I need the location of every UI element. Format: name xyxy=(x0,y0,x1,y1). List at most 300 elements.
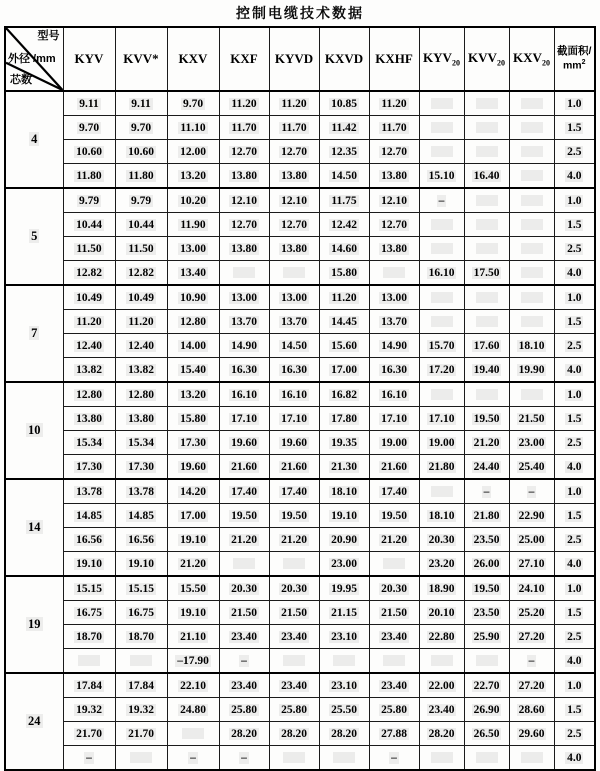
diameter-value-cell xyxy=(464,746,509,771)
diameter-value-cell: 29.60 xyxy=(509,722,554,746)
table-row xyxy=(5,479,595,504)
diameter-value-cell: 22.80 xyxy=(419,625,464,649)
table-row xyxy=(5,504,595,528)
diameter-value-cell: 17.00 xyxy=(319,358,369,383)
diameter-value-cell xyxy=(319,746,369,771)
diameter-value-cell: 16.10 xyxy=(219,382,269,407)
diameter-value-cell: 10.90 xyxy=(167,285,219,310)
table-row xyxy=(5,310,595,334)
table-row xyxy=(5,382,595,407)
diameter-value-cell: – xyxy=(369,746,419,771)
diameter-value-cell: 15.34 xyxy=(115,431,167,455)
column-header-kxf: KXF xyxy=(219,27,269,91)
diameter-value-cell: 12.40 xyxy=(63,334,115,358)
diameter-value-cell: 13.70 xyxy=(219,310,269,334)
column-header-kxvd: KXVD xyxy=(319,27,369,91)
diameter-value-cell: 18.70 xyxy=(115,625,167,649)
empty-cell-mark xyxy=(333,655,355,666)
diameter-value-cell: 19.00 xyxy=(419,431,464,455)
diameter-value-cell: 10.49 xyxy=(63,285,115,310)
diameter-value-cell: 20.30 xyxy=(369,576,419,601)
empty-cell-mark xyxy=(383,267,405,278)
cross-section-cell: 1.0 xyxy=(554,479,595,504)
cross-section-cell: 1.0 xyxy=(554,285,595,310)
empty-cell-mark xyxy=(182,728,204,739)
cross-section-cell: 1.0 xyxy=(554,673,595,698)
diameter-value-cell xyxy=(464,188,509,213)
diameter-value-cell: 23.40 xyxy=(269,673,319,698)
column-header-cross-section: 截面积/ $mm^2$ xyxy=(554,27,595,91)
empty-cell-mark xyxy=(333,752,355,763)
diameter-value-cell: 12.40 xyxy=(115,334,167,358)
diameter-value-cell: 11.70 xyxy=(269,116,319,140)
core-count-cell: 10 xyxy=(5,382,63,479)
cross-section-cell: 1.0 xyxy=(554,576,595,601)
core-count-cell: 24 xyxy=(5,673,63,770)
diameter-value-cell: 10.49 xyxy=(115,285,167,310)
table-row xyxy=(5,164,595,189)
diameter-value-cell: – xyxy=(167,746,219,771)
diameter-value-cell: 11.50 xyxy=(115,237,167,261)
empty-cell-mark xyxy=(476,292,498,303)
diameter-value-cell: 14.50 xyxy=(319,164,369,189)
diameter-value-cell: 19.50 xyxy=(464,576,509,601)
diameter-value-cell: 12.70 xyxy=(369,140,419,164)
diameter-value-cell: 12.10 xyxy=(369,188,419,213)
diameter-value-cell xyxy=(269,746,319,771)
diameter-value-cell xyxy=(509,164,554,189)
core-count-cell: 19 xyxy=(5,576,63,673)
diameter-value-cell xyxy=(509,746,554,771)
diameter-value-cell: 15.80 xyxy=(167,407,219,431)
cross-section-cell: 4.0 xyxy=(554,552,595,577)
diameter-value-cell xyxy=(464,649,509,674)
diameter-value-cell xyxy=(419,382,464,407)
empty-cell-mark xyxy=(476,219,498,230)
empty-cell-mark xyxy=(521,243,543,254)
diameter-value-cell: 21.80 xyxy=(464,504,509,528)
diameter-value-cell: 14.20 xyxy=(167,479,219,504)
cross-section-cell: 1.5 xyxy=(554,407,595,431)
cross-section-cell: 1.5 xyxy=(554,116,595,140)
empty-cell-mark xyxy=(233,267,255,278)
diameter-value-cell: 24.40 xyxy=(464,455,509,480)
diameter-value-cell: 12.80 xyxy=(167,310,219,334)
empty-cell-mark xyxy=(431,122,453,133)
cable-data-table xyxy=(4,26,596,771)
diameter-value-cell xyxy=(509,116,554,140)
diameter-value-cell: 14.50 xyxy=(269,334,319,358)
diameter-value-cell: 15.15 xyxy=(63,576,115,601)
empty-cell-mark xyxy=(431,98,453,109)
diameter-value-cell: 16.10 xyxy=(369,382,419,407)
cross-section-cell: 2.5 xyxy=(554,237,595,261)
diameter-value-cell: 13.80 xyxy=(369,237,419,261)
corner-header-cell xyxy=(5,27,63,91)
diameter-value-cell: 11.75 xyxy=(319,188,369,213)
diameter-value-cell: 13.00 xyxy=(219,285,269,310)
diameter-value-cell: 21.20 xyxy=(219,528,269,552)
diameter-value-cell: 21.60 xyxy=(269,455,319,480)
diameter-value-cell: 11.20 xyxy=(63,310,115,334)
diameter-value-cell: 15.50 xyxy=(167,576,219,601)
cross-section-cell: 2.5 xyxy=(554,334,595,358)
cross-section-cell: 1.0 xyxy=(554,188,595,213)
diameter-value-cell: 21.80 xyxy=(419,455,464,480)
diameter-value-cell: 19.10 xyxy=(167,528,219,552)
diameter-value-cell: 20.30 xyxy=(419,528,464,552)
column-header-kxv20: $KXV_{20}$ xyxy=(509,27,554,91)
diameter-value-cell: – xyxy=(509,649,554,674)
diameter-value-cell: 23.40 xyxy=(369,625,419,649)
diameter-value-cell: 24.10 xyxy=(509,576,554,601)
empty-cell-mark xyxy=(521,267,543,278)
diameter-value-cell: 12.70 xyxy=(369,213,419,237)
diameter-value-cell: 19.50 xyxy=(219,504,269,528)
diameter-value-cell xyxy=(419,140,464,164)
cross-section-cell: 1.5 xyxy=(554,601,595,625)
empty-cell-mark xyxy=(476,146,498,157)
empty-cell-mark xyxy=(283,655,305,666)
diameter-value-cell xyxy=(464,213,509,237)
diameter-value-cell: 17.60 xyxy=(464,334,509,358)
diameter-value-cell xyxy=(509,237,554,261)
diameter-value-cell: 16.56 xyxy=(115,528,167,552)
diameter-value-cell: 17.40 xyxy=(369,479,419,504)
diameter-value-cell: 18.90 xyxy=(419,576,464,601)
diameter-value-cell xyxy=(419,479,464,504)
table-row xyxy=(5,358,595,383)
diameter-value-cell: 15.60 xyxy=(319,334,369,358)
diameter-value-cell: 23.50 xyxy=(464,601,509,625)
diameter-value-cell: 11.20 xyxy=(219,91,269,116)
cross-section-cell: 1.0 xyxy=(554,382,595,407)
empty-cell-mark xyxy=(521,316,543,327)
diameter-value-cell: 13.20 xyxy=(167,382,219,407)
diameter-value-cell: 28.20 xyxy=(219,722,269,746)
diameter-value-cell xyxy=(319,649,369,674)
diameter-value-cell xyxy=(509,188,554,213)
diameter-value-cell xyxy=(509,140,554,164)
diameter-value-cell: 23.40 xyxy=(369,673,419,698)
diameter-value-cell: 27.20 xyxy=(509,673,554,698)
empty-cell-mark xyxy=(431,752,453,763)
diameter-value-cell: 12.10 xyxy=(269,188,319,213)
diameter-value-cell: 12.70 xyxy=(219,213,269,237)
diameter-value-cell: 12.82 xyxy=(63,261,115,286)
diameter-value-cell: 15.70 xyxy=(419,334,464,358)
diameter-value-cell: 13.80 xyxy=(63,407,115,431)
diameter-value-cell: 21.10 xyxy=(167,625,219,649)
diameter-value-cell: 14.85 xyxy=(63,504,115,528)
table-row xyxy=(5,407,595,431)
table-row xyxy=(5,285,595,310)
diameter-value-cell: 22.90 xyxy=(509,504,554,528)
table-row xyxy=(5,140,595,164)
diameter-value-cell: 15.40 xyxy=(167,358,219,383)
diameter-value-cell xyxy=(369,649,419,674)
diameter-value-cell: 9.70 xyxy=(115,116,167,140)
diameter-value-cell: 21.15 xyxy=(319,601,369,625)
diameter-value-cell xyxy=(115,649,167,674)
table-row xyxy=(5,673,595,698)
diameter-value-cell: 13.80 xyxy=(219,164,269,189)
empty-cell-mark xyxy=(431,316,453,327)
diameter-value-cell xyxy=(509,261,554,286)
diameter-value-cell: 26.90 xyxy=(464,698,509,722)
diameter-value-cell: 11.80 xyxy=(115,164,167,189)
diameter-value-cell: 11.70 xyxy=(219,116,269,140)
diameter-value-cell: 24.80 xyxy=(167,698,219,722)
diameter-value-cell: 18.70 xyxy=(63,625,115,649)
diameter-value-cell: 21.20 xyxy=(269,528,319,552)
diameter-value-cell: 10.44 xyxy=(63,213,115,237)
diameter-value-cell: 28.20 xyxy=(419,722,464,746)
diameter-value-cell xyxy=(369,261,419,286)
diameter-value-cell: 19.32 xyxy=(115,698,167,722)
diameter-value-cell xyxy=(419,91,464,116)
diameter-value-cell: 23.00 xyxy=(509,431,554,455)
diameter-value-cell: 11.20 xyxy=(269,91,319,116)
cross-section-cell: 4.0 xyxy=(554,261,595,286)
diameter-value-cell: 12.70 xyxy=(269,213,319,237)
diameter-value-cell: 13.82 xyxy=(63,358,115,383)
table-row xyxy=(5,237,595,261)
empty-cell-mark xyxy=(383,558,405,569)
diameter-value-cell: 26.00 xyxy=(464,552,509,577)
diameter-value-cell: 28.20 xyxy=(319,722,369,746)
diameter-value-cell: 13.80 xyxy=(115,407,167,431)
empty-cell-mark xyxy=(283,752,305,763)
empty-cell-mark xyxy=(130,752,152,763)
diameter-value-cell: 25.80 xyxy=(369,698,419,722)
cross-section-cell: 4.0 xyxy=(554,164,595,189)
column-header-kxv: KXV xyxy=(167,27,219,91)
core-count-cell: 4 xyxy=(5,91,63,188)
diameter-value-cell: 9.79 xyxy=(115,188,167,213)
diameter-value-cell: 11.20 xyxy=(115,310,167,334)
diameter-value-cell: 10.44 xyxy=(115,213,167,237)
empty-cell-mark xyxy=(283,558,305,569)
diameter-value-cell: 19.32 xyxy=(63,698,115,722)
diameter-value-cell: 17.84 xyxy=(115,673,167,698)
cross-section-cell: 4.0 xyxy=(554,746,595,771)
diameter-value-cell: 26.50 xyxy=(464,722,509,746)
diameter-value-cell: 20.30 xyxy=(269,576,319,601)
diameter-value-cell xyxy=(419,746,464,771)
column-header-kyv: KYV xyxy=(63,27,115,91)
diameter-value-cell: 15.15 xyxy=(115,576,167,601)
diameter-value-cell: 25.90 xyxy=(464,625,509,649)
diameter-value-cell: 19.90 xyxy=(509,358,554,383)
diameter-value-cell: 11.70 xyxy=(369,116,419,140)
diameter-value-cell: 19.60 xyxy=(269,431,319,455)
diameter-value-cell: 13.78 xyxy=(63,479,115,504)
table-row xyxy=(5,261,595,286)
diameter-value-cell: 16.56 xyxy=(63,528,115,552)
diameter-value-cell: 13.70 xyxy=(369,310,419,334)
diameter-value-cell: 13.70 xyxy=(269,310,319,334)
diameter-value-cell: 11.50 xyxy=(63,237,115,261)
diameter-value-cell: 12.35 xyxy=(319,140,369,164)
empty-cell-mark xyxy=(383,655,405,666)
diameter-value-cell: 19.60 xyxy=(167,455,219,480)
diameter-value-cell: 28.60 xyxy=(509,698,554,722)
diameter-value-cell: 23.40 xyxy=(219,673,269,698)
table-row xyxy=(5,213,595,237)
diameter-value-cell xyxy=(464,237,509,261)
diameter-value-cell: 12.70 xyxy=(219,140,269,164)
diameter-value-cell: 11.10 xyxy=(167,116,219,140)
table-row xyxy=(5,552,595,577)
diameter-value-cell: 17.10 xyxy=(419,407,464,431)
diameter-value-cell: 22.10 xyxy=(167,673,219,698)
diameter-value-cell: 17.30 xyxy=(115,455,167,480)
table-row xyxy=(5,528,595,552)
diameter-value-cell: 16.82 xyxy=(319,382,369,407)
diameter-value-cell: 11.20 xyxy=(319,285,369,310)
diameter-value-cell: 10.20 xyxy=(167,188,219,213)
diameter-value-cell xyxy=(464,285,509,310)
table-row xyxy=(5,649,595,674)
empty-cell-mark xyxy=(476,316,498,327)
empty-cell-mark xyxy=(78,655,100,666)
column-header-kyvd: KYVD xyxy=(269,27,319,91)
diameter-value-cell: 11.42 xyxy=(319,116,369,140)
diameter-value-cell: 12.42 xyxy=(319,213,369,237)
empty-cell-mark xyxy=(521,752,543,763)
diameter-value-cell: 19.95 xyxy=(319,576,369,601)
diameter-value-cell: 17.80 xyxy=(319,407,369,431)
empty-cell-mark xyxy=(431,243,453,254)
diameter-value-cell: 23.50 xyxy=(464,528,509,552)
diameter-value-cell: 21.20 xyxy=(167,552,219,577)
page-title: 控制电缆技术数据 xyxy=(236,5,364,21)
diameter-value-cell: 17.40 xyxy=(269,479,319,504)
diameter-value-cell: 27.10 xyxy=(509,552,554,577)
empty-cell-mark xyxy=(521,170,543,181)
diameter-value-cell: 17.30 xyxy=(63,455,115,480)
diameter-value-cell: 17.10 xyxy=(219,407,269,431)
empty-cell-mark xyxy=(431,219,453,230)
diameter-value-cell: 19.40 xyxy=(464,358,509,383)
diameter-value-cell: 19.00 xyxy=(369,431,419,455)
diameter-value-cell: 12.80 xyxy=(115,382,167,407)
diameter-value-cell: 9.70 xyxy=(167,91,219,116)
diameter-value-cell: 14.90 xyxy=(369,334,419,358)
diameter-value-cell xyxy=(115,746,167,771)
diameter-value-cell: 17.40 xyxy=(219,479,269,504)
diameter-value-cell: 13.80 xyxy=(369,164,419,189)
diameter-value-cell: 14.60 xyxy=(319,237,369,261)
cross-section-cell: 4.0 xyxy=(554,358,595,383)
empty-cell-mark xyxy=(476,655,498,666)
diameter-value-cell: 15.34 xyxy=(63,431,115,455)
diameter-value-cell: 15.80 xyxy=(319,261,369,286)
diameter-value-cell xyxy=(464,91,509,116)
diameter-value-cell xyxy=(464,310,509,334)
diameter-value-cell: 19.60 xyxy=(219,431,269,455)
column-header-kyv20: $KYV_{20}$ xyxy=(419,27,464,91)
diameter-value-cell: 18.10 xyxy=(419,504,464,528)
diameter-value-cell: 21.70 xyxy=(63,722,115,746)
empty-cell-mark xyxy=(431,146,453,157)
diameter-value-cell: 16.10 xyxy=(269,382,319,407)
diameter-value-cell: 21.60 xyxy=(219,455,269,480)
empty-cell-mark xyxy=(130,655,152,666)
diameter-value-cell: 11.80 xyxy=(63,164,115,189)
diameter-value-cell: 10.85 xyxy=(319,91,369,116)
diameter-value-cell: 19.10 xyxy=(167,601,219,625)
diameter-value-cell xyxy=(509,91,554,116)
diameter-value-cell xyxy=(269,552,319,577)
diameter-value-cell: – xyxy=(63,746,115,771)
diameter-value-cell: 13.80 xyxy=(269,237,319,261)
table-row xyxy=(5,188,595,213)
diameter-value-cell: 9.11 xyxy=(63,91,115,116)
empty-cell-mark xyxy=(521,146,543,157)
column-header-kvv: KVV* xyxy=(115,27,167,91)
diameter-value-cell: 17.50 xyxy=(464,261,509,286)
diameter-value-cell: 21.30 xyxy=(319,455,369,480)
empty-cell-mark xyxy=(476,98,498,109)
diameter-value-cell: 21.20 xyxy=(464,431,509,455)
diameter-value-cell xyxy=(419,310,464,334)
table-row xyxy=(5,334,595,358)
empty-cell-mark xyxy=(521,219,543,230)
diameter-value-cell: 25.40 xyxy=(509,455,554,480)
diameter-value-cell: – xyxy=(509,479,554,504)
table-row xyxy=(5,625,595,649)
column-header-kvv20: $KVV_{20}$ xyxy=(464,27,509,91)
diameter-value-cell: 11.20 xyxy=(369,91,419,116)
diameter-value-cell xyxy=(63,649,115,674)
diameter-value-cell xyxy=(167,722,219,746)
diameter-value-cell: 19.10 xyxy=(63,552,115,577)
diameter-value-cell: 25.80 xyxy=(269,698,319,722)
diameter-value-cell: 13.80 xyxy=(269,164,319,189)
diameter-value-cell: 21.60 xyxy=(369,455,419,480)
diameter-value-cell: 16.75 xyxy=(115,601,167,625)
diameter-value-cell: 16.30 xyxy=(269,358,319,383)
diameter-value-cell: 9.79 xyxy=(63,188,115,213)
diameter-value-cell: 19.50 xyxy=(269,504,319,528)
diameter-value-cell: 21.50 xyxy=(509,407,554,431)
diameter-value-cell: 17.10 xyxy=(269,407,319,431)
diameter-value-cell: – xyxy=(419,188,464,213)
diameter-value-cell: 19.50 xyxy=(464,407,509,431)
core-count-cell: 5 xyxy=(5,188,63,285)
diameter-value-cell: – xyxy=(464,479,509,504)
diameter-value-cell: – xyxy=(219,649,269,674)
diameter-value-cell: 17.20 xyxy=(419,358,464,383)
diameter-value-cell xyxy=(419,116,464,140)
diameter-value-cell: 21.50 xyxy=(369,601,419,625)
header-row xyxy=(5,27,595,91)
diameter-value-cell: 23.40 xyxy=(269,625,319,649)
diameter-value-cell: 21.70 xyxy=(115,722,167,746)
empty-cell-mark xyxy=(476,389,498,400)
diameter-value-cell: 20.90 xyxy=(319,528,369,552)
table-row xyxy=(5,746,595,771)
diameter-value-cell: – xyxy=(219,746,269,771)
diameter-value-cell: 19.10 xyxy=(115,552,167,577)
diameter-value-cell: 13.40 xyxy=(167,261,219,286)
diameter-value-cell: 17.84 xyxy=(63,673,115,698)
diameter-value-cell: 27.88 xyxy=(369,722,419,746)
table-row xyxy=(5,116,595,140)
diameter-value-cell: 17.30 xyxy=(167,431,219,455)
